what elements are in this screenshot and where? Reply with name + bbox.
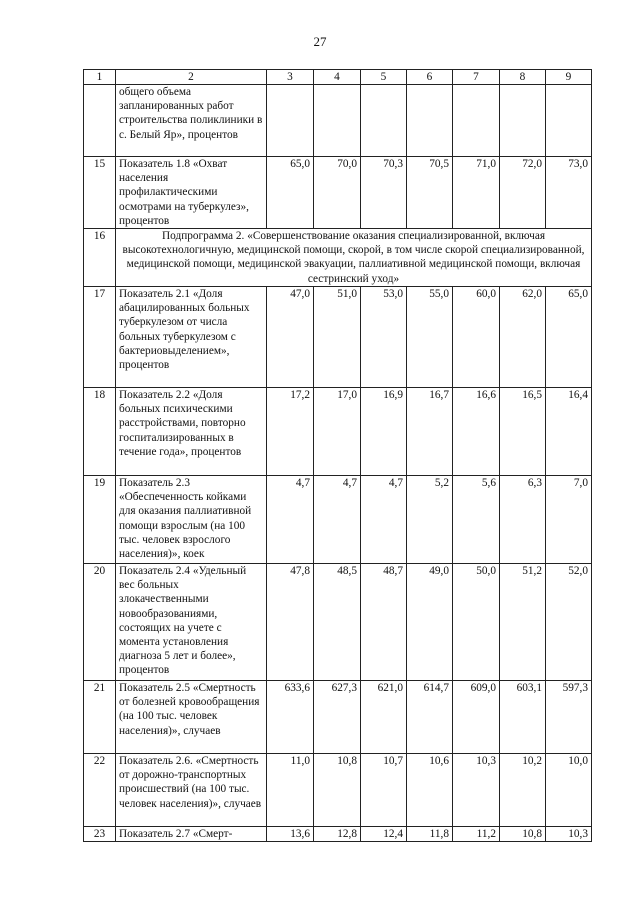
value-cell: 16,9 [361, 388, 407, 476]
value-cell: 50,0 [453, 564, 500, 681]
table-row [84, 564, 592, 681]
row-number: 16 [84, 229, 116, 287]
value-cell: 73,0 [546, 157, 592, 229]
value-cell: 627,3 [314, 681, 361, 754]
value-cell: 70,0 [314, 157, 361, 229]
column-header: 2 [116, 70, 267, 85]
value-cell: 10,7 [361, 754, 407, 827]
table-row [84, 157, 592, 229]
value-cell: 72,0 [500, 157, 546, 229]
value-cell: 12,4 [361, 827, 407, 842]
table-row [84, 754, 592, 827]
indicator-name: общего объема запланированных работ строительства поликлиники в с. Белый Яр», процентов [116, 85, 267, 157]
value-cell: 48,5 [314, 564, 361, 681]
value-cell: 5,6 [453, 476, 500, 564]
row-number: 15 [84, 157, 116, 229]
row-number: 19 [84, 476, 116, 564]
value-cell: 621,0 [361, 681, 407, 754]
value-cell: 11,2 [453, 827, 500, 842]
row-number: 20 [84, 564, 116, 681]
value-cell: 4,7 [361, 476, 407, 564]
value-cell: 51,2 [500, 564, 546, 681]
column-header: 1 [84, 70, 116, 85]
value-cell: 10,0 [546, 754, 592, 827]
column-header: 3 [267, 70, 314, 85]
value-cell: 11,8 [407, 827, 453, 842]
value-cell: 52,0 [546, 564, 592, 681]
value-cell: 16,7 [407, 388, 453, 476]
page-number: 27 [313, 34, 327, 49]
column-header: 8 [500, 70, 546, 85]
indicator-name: Показатель 2.2 «Доля больных психическими расстройствами, повторно госпитализированных в течение года», процентов [116, 388, 267, 476]
value-cell: 10,3 [453, 754, 500, 827]
value-cell [407, 85, 453, 157]
value-cell: 65,0 [267, 157, 314, 229]
indicators-table [83, 69, 592, 842]
value-cell: 48,7 [361, 564, 407, 681]
value-cell: 603,1 [500, 681, 546, 754]
table-row [84, 476, 592, 564]
value-cell: 7,0 [546, 476, 592, 564]
value-cell: 17,0 [314, 388, 361, 476]
indicator-name: Показатель 2.7 «Смерт- [116, 827, 267, 842]
subprogram-title: Подпрограмма 2. «Совершенствование оказания специализированной, включая высокотехнологичную, медицинской помощи, скорой, в том числе скорой специализированной, медицинской помощи, медицинской эвакуации, паллиативной медицинской помощи, включая сестринский уход» [116, 229, 592, 287]
value-cell: 65,0 [546, 287, 592, 388]
value-cell: 10,6 [407, 754, 453, 827]
value-cell [361, 85, 407, 157]
value-cell: 51,0 [314, 287, 361, 388]
value-cell: 49,0 [407, 564, 453, 681]
value-cell: 10,8 [314, 754, 361, 827]
indicator-name: Показатель 2.5 «Смертность от болезней кровообращения (на 100 тыс. человек населения)», случаев [116, 681, 267, 754]
row-number: 23 [84, 827, 116, 842]
value-cell: 71,0 [453, 157, 500, 229]
column-header: 7 [453, 70, 500, 85]
table-row [84, 681, 592, 754]
value-cell [267, 85, 314, 157]
column-header: 4 [314, 70, 361, 85]
table-header-row [84, 70, 592, 85]
indicator-name: Показатель 1.8 «Охват населения профилактическими осмотрами на туберкулез», процентов [116, 157, 267, 229]
table-row [84, 287, 592, 388]
column-header: 9 [546, 70, 592, 85]
value-cell: 60,0 [453, 287, 500, 388]
value-cell: 10,3 [546, 827, 592, 842]
row-number [84, 85, 116, 157]
value-cell: 614,7 [407, 681, 453, 754]
value-cell: 5,2 [407, 476, 453, 564]
value-cell [453, 85, 500, 157]
row-number: 17 [84, 287, 116, 388]
row-number: 18 [84, 388, 116, 476]
row-number: 21 [84, 681, 116, 754]
value-cell: 70,3 [361, 157, 407, 229]
column-header: 6 [407, 70, 453, 85]
value-cell [314, 85, 361, 157]
indicator-name: Показатель 2.1 «Доля абацилированных больных туберкулезом от числа больных туберкулезом с бактериовыделением», процентов [116, 287, 267, 388]
value-cell: 16,5 [500, 388, 546, 476]
value-cell: 16,4 [546, 388, 592, 476]
value-cell: 597,3 [546, 681, 592, 754]
value-cell: 47,8 [267, 564, 314, 681]
table-row [84, 388, 592, 476]
value-cell: 10,8 [500, 827, 546, 842]
subprogram-row [84, 229, 592, 287]
indicator-name: Показатель 2.4 «Удельный вес больных злокачественными новообразованиями, состоящих на учете с момента установления диагноза 5 лет и более», процентов [116, 564, 267, 681]
value-cell: 16,6 [453, 388, 500, 476]
value-cell: 6,3 [500, 476, 546, 564]
value-cell: 62,0 [500, 287, 546, 388]
value-cell [546, 85, 592, 157]
value-cell: 4,7 [314, 476, 361, 564]
value-cell: 47,0 [267, 287, 314, 388]
value-cell: 4,7 [267, 476, 314, 564]
value-cell [500, 85, 546, 157]
value-cell: 609,0 [453, 681, 500, 754]
indicator-name: Показатель 2.3 «Обеспеченность койками для оказания паллиативной помощи взрослым (на 100 тыс. человек взрослого населения)», коек [116, 476, 267, 564]
value-cell: 53,0 [361, 287, 407, 388]
table-row [84, 827, 592, 842]
value-cell: 633,6 [267, 681, 314, 754]
value-cell: 13,6 [267, 827, 314, 842]
value-cell: 12,8 [314, 827, 361, 842]
row-number: 22 [84, 754, 116, 827]
value-cell: 55,0 [407, 287, 453, 388]
column-header: 5 [361, 70, 407, 85]
value-cell: 11,0 [267, 754, 314, 827]
table-row [84, 85, 592, 157]
value-cell: 70,5 [407, 157, 453, 229]
value-cell: 17,2 [267, 388, 314, 476]
value-cell: 10,2 [500, 754, 546, 827]
indicator-name: Показатель 2.6. «Смертность от дорожно-транспортных происшествий (на 100 тыс. человек населения)», случаев [116, 754, 267, 827]
